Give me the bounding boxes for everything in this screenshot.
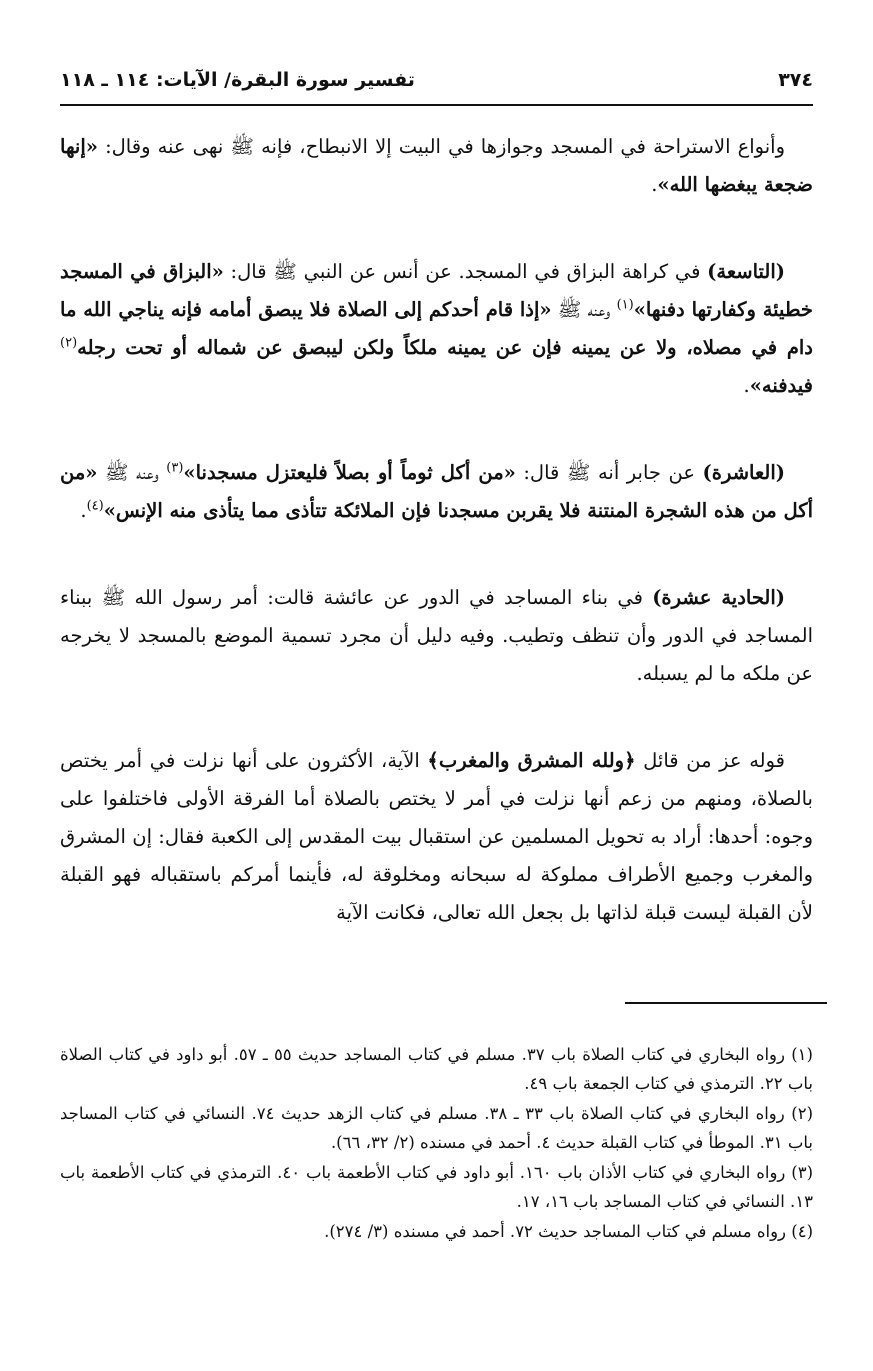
text-run: وأنواع الاستراحة في المسجد وجوازها في البيت إلا الانبطاح، فإنه ﷺ نهى عنه وقال: [97,135,785,158]
footnotes [60,1040,813,1247]
text-run: وعنه ﷺ [97,461,167,484]
footnote-reference: (٤) [86,498,104,514]
text-run: . وفيه دليل أن مجرد تسمية الموضع بالمسجد لا يخرجه عن ملكه ما لم يسبله. [60,624,813,685]
text-run: . [743,374,750,397]
page-header [60,62,813,98]
emphasized-text: فيدفنه» [749,374,813,397]
emphasized-text: «البزاق في المسجد خطيئة وكفارتها دفنها» [60,260,813,321]
emphasized-text: (العاشرة) [702,461,785,484]
page-number: ٣٧٤ [778,69,813,91]
text-run: أمر رسول الله ﷺ ببناء المساجد في الدور وأن تنظف وتطيب [60,586,813,647]
paragraph [60,454,813,530]
text-run: قوله عز من قائل [635,749,785,772]
paragraph [60,742,813,932]
footnote: (٣) رواه البخاري في كتاب الأذان باب ١٦٠. أبو داود في كتاب الأطعمة باب ٤٠. الترمذي في كتاب الأطعمة باب ١٣. النسائي في كتاب المساجد باب ١٦، ١٧. [60,1163,813,1211]
text-run: . [80,499,87,522]
emphasized-text: «من أكل ثوماً أو بصلاً فليعتزل مسجدنا» [183,461,516,484]
emphasized-text: ﴿ولله المشرق والمغرب﴾ [427,749,636,772]
footnote-separator [625,1002,827,1004]
paragraph [60,253,813,405]
running-title: تفسير سورة البقرة/ الآيات: ١١٤ ـ ١١٨ [60,69,415,91]
paragraph [60,128,813,204]
emphasized-text: (الحادية عشرة) [652,586,786,609]
emphasized-text: «من أكل من هذه الشجرة المنتنة فلا يقربن مسجدنا فإن الملائكة تتأذى مما يتأذى منه الإنس» [60,461,813,522]
emphasized-text: «إنها ضجعة يبغضها الله» [60,135,813,196]
main-text [60,128,813,932]
footnote: (١) رواه البخاري في كتاب الصلاة باب ٣٧. مسلم في كتاب المساجد حديث ٥٥ ـ ٥٧. أبو داود في كتاب الصلاة باب ٢٢. الترمذي في كتاب الجمعة باب ٤٩. [60,1045,813,1093]
emphasized-text: (التاسعة) [707,260,785,283]
footnote-reference: (١) [616,297,634,313]
footnote: (٢) رواه البخاري في كتاب الصلاة باب ٣٣ ـ ٣٨. مسلم في كتاب الزهد حديث ٧٤. النسائي في كتاب المساجد باب ٣١. الموطأ في كتاب القبلة حديث ٤. أحمد في مسنده (٢/ ٣٢، ٦٦). [60,1104,813,1152]
emphasized-text: «إذا قام أحدكم إلى الصلاة فلا يبصق أمامه فإنه يناجي الله ما دام في مصلاه، ولا عن يمينه فإن عن يمينه ملكاً ولكن ليبصق عن شماله أو تحت رجله [60,298,813,359]
footnote: (٤) رواه مسلم في كتاب المساجد حديث ٧٢. أحمد في مسنده (٣/ ٢٧٤). [324,1222,813,1241]
header-rule [60,104,813,106]
footnote-reference: (٢) [60,335,78,351]
text-run: . [651,173,658,196]
text-run: في كراهة البزاق في المسجد. عن أنس عن النبي ﷺ قال: [223,260,708,283]
text-run: عن جابر أنه ﷺ قال: [515,461,703,484]
text-run: الآية، الأكثرون على أنها نزلت في أمر يختص بالصلاة، ومنهم من زعم أنها نزلت في أمر لا يختص بالصلاة أما الفرقة الأولى فاختلفوا على وجوه: أحدها: أراد به تحويل المسلمين عن استقبال بيت المقدس إلى الكعبة فقال: إن المشرق والمغرب وجميع الأطراف مملوكة له سبحانه ومخلوقة له، فأينما أمركم باستقباله فهو القبلة لأن القبلة ليست قبلة لذاتها بل بجعل الله تعالى، فكانت الآية [60,749,813,924]
text-run: وعنه ﷺ [551,298,617,321]
text-run: في بناء المساجد في الدور عن عائشة قالت: [257,586,653,609]
paragraph [60,579,813,693]
footnote-reference: (٣) [166,460,184,476]
